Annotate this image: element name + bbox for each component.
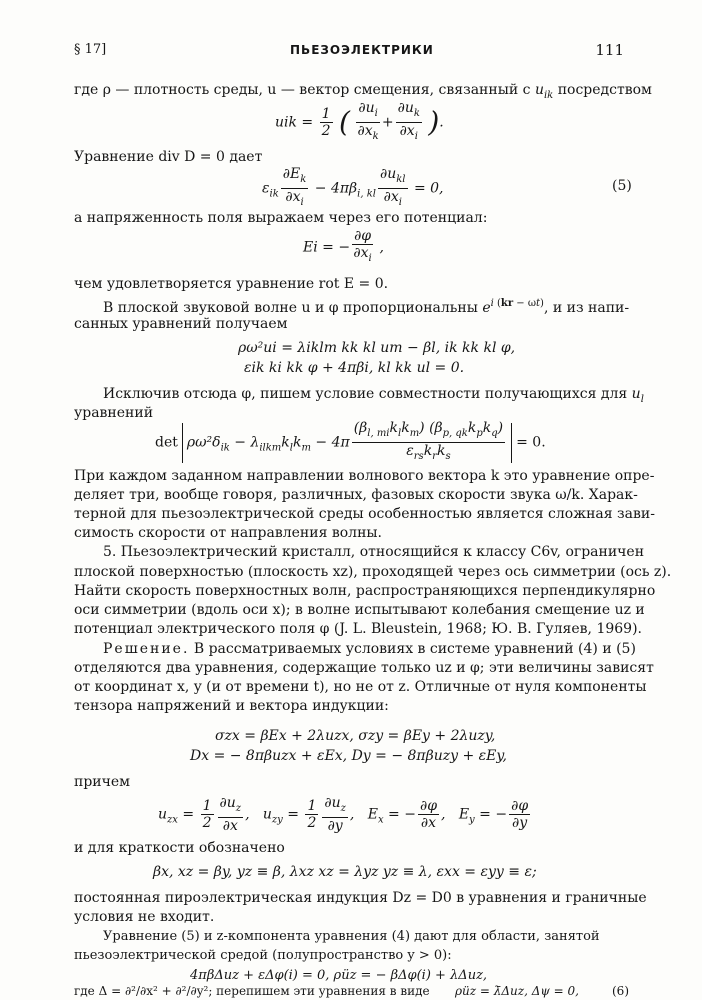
running-title: ПЬЕЗОЭЛЕКТРИКИ (290, 43, 434, 57)
equation-number: (6) (612, 984, 629, 998)
paragraph-line: постоянная пироэлектрическая индукция Dz = D0 в уравнения и граничные (74, 890, 647, 906)
paragraph-line: терной для пьезоэлектрической среды особенностью является сложная зави- (74, 506, 655, 522)
text-line: где ρ — плотность среды, u — вектор смещения, связанный с $u_{ik}$ посредством (74, 82, 652, 101)
equation-induction: Dx = − 8πβuzx + εEx, Dy = − 8πβuzy + εEy, (190, 748, 507, 764)
problem-line: 5. Пьезоэлектрический кристалл, относящийся к классу C6v, ограничен (103, 544, 645, 560)
paragraph-line: симость скорости от направления волны. (74, 525, 382, 541)
section-marker: § 17] (74, 42, 107, 57)
equation-stress: σzx = βEx + 2λuzx, σzy = βEy + 2λuzy, (215, 728, 496, 744)
equation-wave-1: ρω²ui = λiklm kk kl um − βl, ik kk kl φ, (238, 340, 516, 356)
text-line: где Δ = ∂²/∂x² + ∂²/∂y²; перепишем эти уравнения в виде (74, 984, 430, 998)
equation-6: ρüz = λ̄Δuz, Δψ = 0, (455, 984, 579, 998)
problem-line: оси симметрии (вдоль оси x); в волне испытывают колебания смещение uz и (74, 602, 645, 618)
problem-line: потенциал электрического поля φ (J. L. Bleustein, 1968; Ю. В. Гуляев, 1969). (74, 621, 642, 637)
text-line: уравнений (74, 405, 154, 421)
equation-notation: βx, xz = βy, yz ≡ β, λxz xz = λyz yz ≡ λ, εxx = εyy ≡ ε; (153, 864, 537, 880)
text-line: причем (74, 774, 131, 790)
paragraph-line: пьезоэлектрической средой (полупространство y > 0): (74, 948, 452, 963)
solution-line: тензора напряжений и вектора индукции: (74, 698, 389, 714)
page-number: 111 (595, 41, 624, 59)
solution-label: Решение. (103, 641, 190, 657)
text-line: а напряженность поля выражаем через его потенциал: (74, 210, 488, 226)
solution-line: Решение. В рассматриваемых условиях в системе уравнений (4) и (5) (103, 641, 636, 657)
paragraph-line: условия не входит. (74, 909, 215, 925)
equation-potential: Ei = − $\frac{\partial\varphi}{\partial x_i}$ , (303, 228, 385, 264)
paragraph-line: Уравнение (5) и z-компонента уравнения (4) дают для области, занятой (103, 929, 600, 944)
problem-line: плоской поверхностью (плоскость xz), проходящей через ось симметрии (ось z). (74, 564, 672, 580)
paragraph-line: При каждом заданном направлении волнового вектора k это уравнение опре- (74, 468, 655, 484)
text-line: санных уравнений получаем (74, 316, 288, 332)
equation-system: 4πβΔuz + εΔφ(i) = 0, ρüz = − βΔφ(i) + λΔuz, (190, 968, 488, 983)
solution-line: от координат x, y (и от времени t), но не от z. Отличные от нуля компоненты (74, 679, 647, 695)
problem-line: Найти скорость поверхностных волн, распространяющихся перпендикулярно (74, 583, 656, 599)
solution-line: отделяются два уравнения, содержащие только uz и φ; эти величины зависят (74, 660, 654, 676)
text-line: и для краткости обозначено (74, 840, 285, 856)
equation-5: $\varepsilon_{ik}$ $\frac{\partial E_k}{\partial x_i}$ − $4\pi\beta_{i, kl}$ $\frac{\partial u_{kl}}{\partial x_i}$ = 0, (262, 166, 444, 208)
equation-number: (5) (612, 178, 632, 194)
equation-uik: uik = $\frac{1}{2}$ ( $\frac{\partial u_i}{\partial x_k}$ + $\frac{\partial u_k}{\partial x_i}$ ). (275, 100, 444, 142)
text-line: Уравнение div D = 0 дает (74, 149, 263, 165)
paragraph-line: деляет три, вообще говоря, различных, фазовых скорости звука ω/k. Харак- (74, 487, 638, 503)
text-line: чем удовлетворяется уравнение rot E = 0. (74, 276, 389, 292)
text-line: Исключив отсюда φ, пишем условие совместности получающихся для $u_l$ (103, 386, 644, 405)
equation-wave-2: εik ki kk φ + 4πβi, kl kk ul = 0. (244, 360, 465, 376)
text-line: В плоской звуковой волне u и φ пропорциональны $e^{i (kr - \omega t)}$, и из напи- (103, 298, 630, 316)
equation-determinant: $\det \rho\omega^2\delta_{ik} - \lambda_{ilkm}k_lk_m - 4\pi$ $\frac{(\beta_{l, mi}k_lk_m) (\beta_{p, qk}k_pk_q)}{\varepsilon_{rs}k_rk_s}$ = 0. (155, 420, 546, 462)
equation-strain: $u_{zx}$ = $\frac{1}{2}$ $\frac{\partial u_z}{\partial x}$ , $u_{zy}$ = $\frac{1}{2}$ $\frac{\partial u_z}{\partial y}$ , $E_x$ = − $\frac{\partial\varphi}{\partial x}$ , $E_y$ = − $\frac{\partial\varphi}{\partial y}$ (158, 795, 529, 834)
